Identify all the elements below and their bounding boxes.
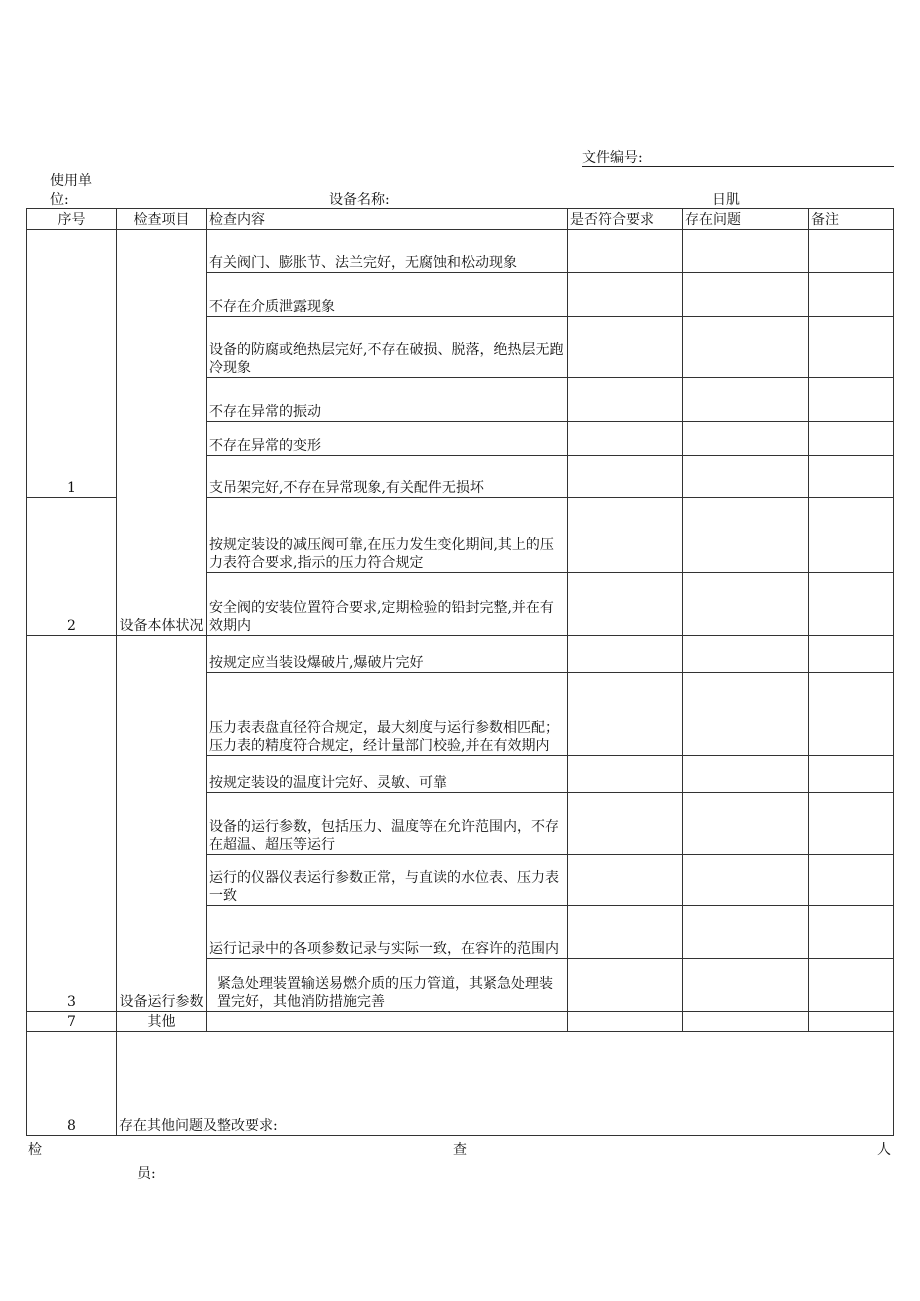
- remark-cell[interactable]: [809, 317, 894, 378]
- issue-cell[interactable]: [683, 422, 809, 456]
- remark-cell[interactable]: [809, 959, 894, 1012]
- compliance-cell[interactable]: [568, 273, 683, 317]
- compliance-cell[interactable]: [568, 636, 683, 673]
- remark-cell[interactable]: [809, 636, 894, 673]
- remark-cell[interactable]: [809, 573, 894, 636]
- check-content: 运行的仪器仪表运行参数正常，与直读的水位表、压力表一致: [207, 855, 568, 906]
- check-content: 按规定装设的温度计完好、灵敏、可靠: [207, 756, 568, 793]
- inspector-label-char1: 检: [28, 1142, 42, 1158]
- table-row: [27, 636, 894, 673]
- remark-cell[interactable]: [809, 498, 894, 573]
- col-header-compliance: 是否符合要求: [568, 209, 683, 230]
- remark-cell[interactable]: [809, 230, 894, 273]
- col-header-remarks: 备注: [809, 209, 894, 230]
- issue-cell[interactable]: [683, 906, 809, 959]
- issue-cell[interactable]: [683, 317, 809, 378]
- compliance-cell[interactable]: [568, 959, 683, 1012]
- inspector-label-char4: 员:: [137, 1166, 156, 1182]
- issue-cell[interactable]: [683, 636, 809, 673]
- issue-cell[interactable]: [683, 456, 809, 498]
- remark-cell[interactable]: [809, 422, 894, 456]
- compliance-cell[interactable]: [568, 422, 683, 456]
- compliance-cell[interactable]: [568, 378, 683, 422]
- check-content: 设备的运行参数，包括压力、温度等在允许范围内，不存在超温、超压等运行: [207, 793, 568, 855]
- check-content: 压力表表盘直径符合规定，最大刻度与运行参数相匹配；压力表的精度符合规定，经计量部门校验,并在有效期内: [207, 673, 568, 756]
- col-header-issues: 存在问题: [683, 209, 809, 230]
- remark-cell[interactable]: [809, 673, 894, 756]
- issue-cell[interactable]: [683, 573, 809, 636]
- check-content-empty[interactable]: [207, 1012, 568, 1032]
- doc-number-label: 文件编号:: [582, 150, 643, 166]
- table-row-other: [27, 1012, 894, 1032]
- issue-cell[interactable]: [683, 793, 809, 855]
- check-content: 设备的防腐或绝热层完好,不存在破损、脱落，绝热层无跑冷现象: [207, 317, 568, 378]
- compliance-cell[interactable]: [568, 230, 683, 273]
- issues-label: 存在其他问题及整改要求:: [119, 1118, 278, 1134]
- check-content: 支吊架完好,不存在异常现象,有关配件无损坏: [207, 456, 568, 498]
- issue-cell[interactable]: [683, 378, 809, 422]
- unit-label-line2: 位:: [50, 192, 69, 208]
- inspection-table: [26, 208, 894, 1136]
- remark-cell[interactable]: [809, 378, 894, 422]
- unit-label-line1: 使用单: [50, 173, 92, 189]
- col-header-number: 序号: [27, 209, 117, 230]
- inspector-label-char2: 查: [453, 1142, 467, 1158]
- group-number-2: 2: [27, 498, 117, 636]
- table-header-row: [27, 209, 894, 230]
- inspector-label-char3: 人: [877, 1142, 891, 1158]
- table-row-issues: [27, 1032, 894, 1136]
- compliance-cell[interactable]: [568, 793, 683, 855]
- issue-cell[interactable]: [683, 498, 809, 573]
- check-content: 运行记录中的各项参数记录与实际一致，在容许的范围内: [207, 906, 568, 959]
- remark-cell[interactable]: [809, 855, 894, 906]
- remark-cell[interactable]: [809, 1012, 894, 1032]
- equipment-name-label: 设备名称:: [329, 192, 390, 208]
- other-label: 其他: [117, 1012, 207, 1032]
- doc-number-underline: [582, 166, 894, 167]
- col-header-item: 检查项目: [117, 209, 207, 230]
- compliance-cell[interactable]: [568, 498, 683, 573]
- issue-cell[interactable]: [683, 855, 809, 906]
- remark-cell[interactable]: [809, 906, 894, 959]
- remark-cell[interactable]: [809, 273, 894, 317]
- check-content: 紧急处理装置输送易燃介质的压力管道，其紧急处理装置完好，其他消防措施完善: [207, 959, 568, 1012]
- issue-cell[interactable]: [683, 230, 809, 273]
- issues-number: 8: [27, 1032, 117, 1136]
- compliance-cell[interactable]: [568, 673, 683, 756]
- issues-and-rectification-field[interactable]: [117, 1032, 894, 1136]
- compliance-cell[interactable]: [568, 906, 683, 959]
- check-content: 有关阀门、膨胀节、法兰完好，无腐蚀和松动现象: [207, 230, 568, 273]
- check-content: 不存在异常的振动: [207, 378, 568, 422]
- compliance-cell[interactable]: [568, 317, 683, 378]
- issue-cell[interactable]: [683, 1012, 809, 1032]
- issue-cell[interactable]: [683, 756, 809, 793]
- table-row: [27, 230, 894, 273]
- date-label: 日肌: [712, 192, 740, 208]
- compliance-cell[interactable]: [568, 456, 683, 498]
- compliance-cell[interactable]: [568, 855, 683, 906]
- remark-cell[interactable]: [809, 793, 894, 855]
- issue-cell[interactable]: [683, 273, 809, 317]
- compliance-cell[interactable]: [568, 756, 683, 793]
- issue-cell[interactable]: [683, 673, 809, 756]
- category-body-status: 设备本体状况: [117, 230, 207, 636]
- check-content: 按规定应当装设爆破片,爆破片完好: [207, 636, 568, 673]
- category-operation-params: 设备运行参数: [117, 636, 207, 1012]
- check-content: 安全阀的安装位置符合要求,定期检验的铅封完整,并在有效期内: [207, 573, 568, 636]
- check-content: 不存在介质泄露现象: [207, 273, 568, 317]
- compliance-cell[interactable]: [568, 573, 683, 636]
- col-header-content: 检查内容: [207, 209, 568, 230]
- group-number-1: 1: [27, 230, 117, 498]
- remark-cell[interactable]: [809, 756, 894, 793]
- other-number: 7: [27, 1012, 117, 1032]
- compliance-cell[interactable]: [568, 1012, 683, 1032]
- check-content: 不存在异常的变形: [207, 422, 568, 456]
- remark-cell[interactable]: [809, 456, 894, 498]
- issue-cell[interactable]: [683, 959, 809, 1012]
- check-content: 按规定装设的减压阀可靠,在压力发生变化期间,其上的压力表符合要求,指示的压力符合规定: [207, 498, 568, 573]
- group-number-3: 3: [27, 636, 117, 1012]
